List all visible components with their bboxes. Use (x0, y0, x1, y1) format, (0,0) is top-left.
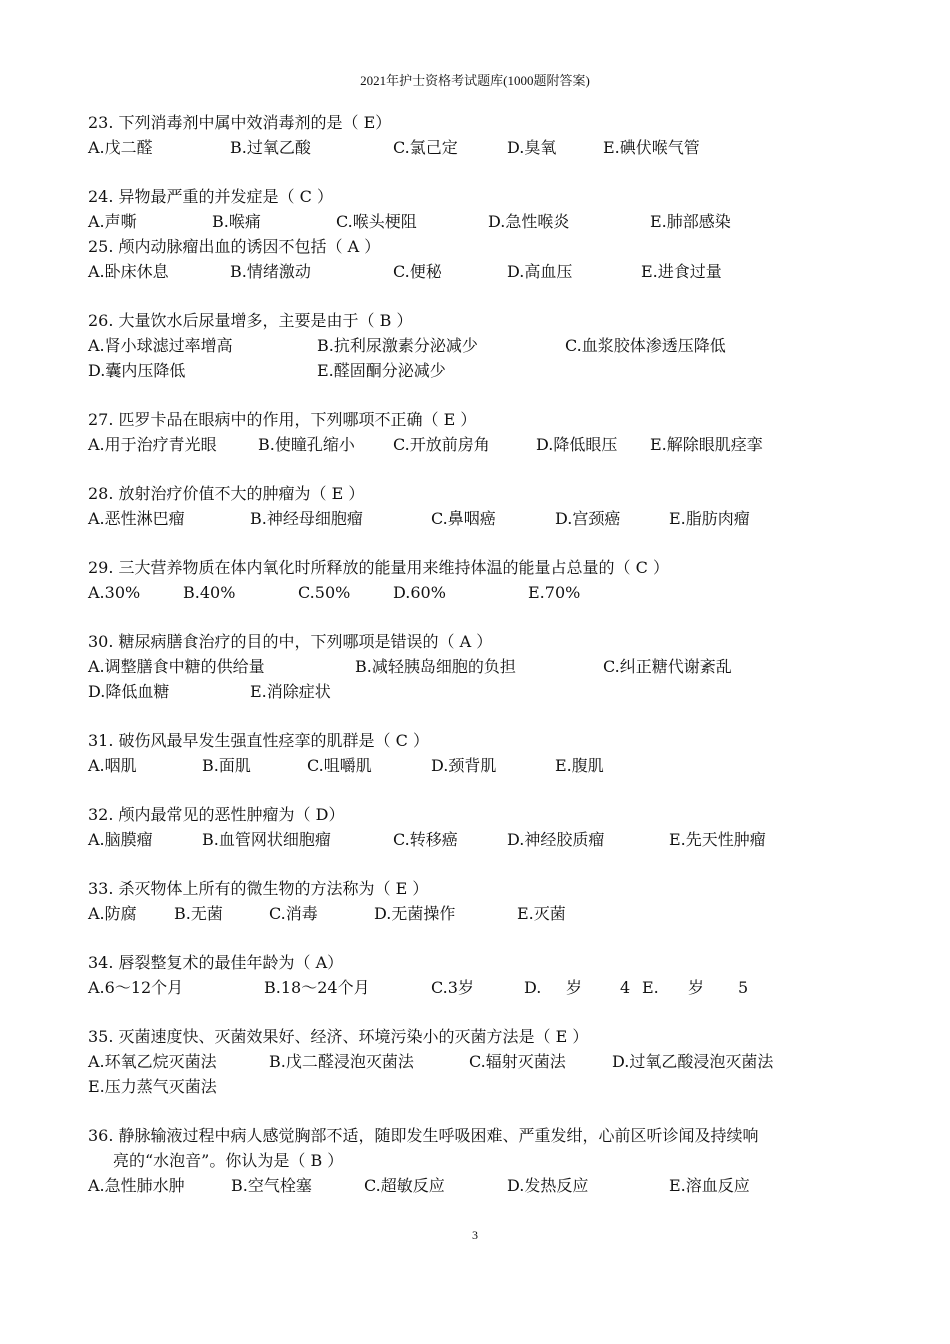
options-row (88, 1049, 888, 1074)
option-a: A.声嘶 (88, 212, 137, 231)
option-e: E.压力蒸气灭菌法 (88, 1077, 217, 1096)
option-d: D.过氧乙酸浸泡灭菌法 (612, 1052, 774, 1071)
question-29 (88, 555, 888, 605)
option-d: D.囊内压降低 (88, 361, 186, 380)
option-d: D.宫颈癌 (555, 509, 621, 528)
option-b: B.面肌 (202, 756, 251, 775)
question-stem: 35. 灭菌速度快、灭菌效果好、经济、环境污染小的灭菌方法是（ E ） (88, 1027, 589, 1046)
option-c: C.50% (298, 583, 351, 602)
option-b: B.无菌 (174, 904, 223, 923)
option-c: C.辐射灭菌法 (469, 1052, 566, 1071)
question-24 (88, 184, 888, 234)
option-b: B.抗利尿激素分泌减少 (317, 336, 478, 355)
option-a: A.恶性淋巴瘤 (88, 509, 185, 528)
options-row (88, 901, 888, 926)
option-e: E.脂肪肉瘤 (669, 509, 750, 528)
question-28 (88, 481, 888, 531)
option-b: B.空气栓塞 (231, 1176, 312, 1195)
option-c: C.转移癌 (393, 830, 458, 849)
question-stem: 33. 杀灭物体上所有的微生物的方法称为（ E ） (88, 879, 429, 898)
question-stem: 29. 三大营养物质在体内氧化时所释放的能量用来维持体温的能量占总量的（ C ） (88, 558, 669, 577)
question-stem: 26. 大量饮水后尿量增多，主要是由于（ B ） (88, 311, 413, 330)
question-26 (88, 308, 888, 383)
page-number: 3 (472, 1228, 478, 1242)
option-d: D.无菌操作 (374, 904, 456, 923)
options-row (88, 333, 888, 358)
option-b: B.18～24个月 (264, 978, 370, 997)
question-stem: 27. 匹罗卡品在眼病中的作用，下列哪项不正确（ E ） (88, 410, 477, 429)
options-row (88, 679, 888, 704)
option-a: A.戊二醛 (88, 138, 153, 157)
option-b: B.戊二醛浸泡灭菌法 (269, 1052, 414, 1071)
options-row (88, 580, 888, 605)
option-b: B.喉痛 (212, 212, 261, 231)
option-a: A.6～12个月 (88, 978, 184, 997)
option-a: A.30% (88, 583, 141, 602)
option-c: C.纠正糖代谢紊乱 (603, 657, 732, 676)
options-row (88, 358, 888, 383)
question-stem-continuation: 亮的“水泡音”。你认为是（ B ） (113, 1151, 344, 1170)
option-a: A.防腐 (88, 904, 137, 923)
option-e: E.醛固酮分泌减少 (317, 361, 446, 380)
option-a: A.环氧乙烷灭菌法 (88, 1052, 217, 1071)
question-stem: 32. 颅内最常见的恶性肿瘤为（ D） (88, 805, 345, 824)
option-e-value: 5 (738, 978, 749, 997)
option-e: E.先天性肿瘤 (669, 830, 766, 849)
option-a: A.卧床休息 (88, 262, 169, 281)
question-23 (88, 110, 888, 160)
options-row (88, 259, 888, 284)
option-e: E.溶血反应 (669, 1176, 750, 1195)
question-stem: 23. 下列消毒剂中属中效消毒剂的是（ E） (88, 113, 392, 132)
options-row (88, 975, 888, 1000)
option-c: C.便秘 (393, 262, 442, 281)
option-c: C.消毒 (269, 904, 318, 923)
option-b: B.40% (183, 583, 236, 602)
option-e: E.进食过量 (641, 262, 722, 281)
option-d: D.臭氧 (507, 138, 557, 157)
question-stem: 34. 唇裂整复术的最佳年龄为（ A） (88, 953, 344, 972)
option-d: D.发热反应 (507, 1176, 589, 1195)
question-30 (88, 629, 888, 704)
question-25 (88, 234, 888, 284)
question-31 (88, 728, 888, 778)
option-d-value: 4 (620, 978, 631, 997)
question-list (88, 110, 888, 1222)
option-a: A.用于治疗青光眼 (88, 435, 217, 454)
question-27 (88, 407, 888, 457)
option-e: E.肺部感染 (650, 212, 731, 231)
option-c: C.氯己定 (393, 138, 458, 157)
option-d: D.降低血糖 (88, 682, 170, 701)
option-e: E.70% (528, 583, 581, 602)
options-row (88, 1074, 888, 1099)
option-c: C.开放前房角 (393, 435, 490, 454)
question-stem: 25. 颅内动脉瘤出血的诱因不包括（ A ） (88, 237, 381, 256)
option-a: A.肾小球滤过率增高 (88, 336, 233, 355)
option-b: B.过氧乙酸 (230, 138, 311, 157)
option-b: B.使瞳孔缩小 (258, 435, 355, 454)
question-34 (88, 950, 888, 1000)
question-36 (88, 1123, 888, 1198)
option-a: A.咽肌 (88, 756, 137, 775)
option-e: E.灭菌 (517, 904, 566, 923)
options-row (88, 654, 888, 679)
option-c: C.超敏反应 (364, 1176, 445, 1195)
option-d: D.60% (393, 583, 446, 602)
option-b: B.血管网状细胞瘤 (202, 830, 331, 849)
question-stem: 30. 糖尿病膳食治疗的目的中，下列哪项是错误的（ A ） (88, 632, 493, 651)
option-e: E.腹肌 (555, 756, 604, 775)
option-c: C.喉头梗阻 (336, 212, 417, 231)
option-e: E.碘伏喉气管 (603, 138, 700, 157)
question-33 (88, 876, 888, 926)
option-c: C.3岁 (431, 978, 474, 997)
question-stem: 28. 放射治疗价值不大的肿瘤为（ E ） (88, 484, 365, 503)
option-e: E.解除眼肌痉挛 (650, 435, 763, 454)
option-d: D.高血压 (507, 262, 573, 281)
option-e-unit: 岁 (688, 978, 705, 997)
question-stem: 31. 破伤风最早发生强直性痉挛的肌群是（ C ） (88, 731, 429, 750)
options-row (88, 432, 888, 457)
options-row (88, 506, 888, 531)
options-row (88, 753, 888, 778)
option-b: B.减轻胰岛细胞的负担 (355, 657, 516, 676)
option-e: E. (642, 978, 659, 997)
option-a: A.脑膜瘤 (88, 830, 153, 849)
options-row (88, 827, 888, 852)
option-b: B.神经母细胞瘤 (250, 509, 363, 528)
option-a: A.急性肺水肿 (88, 1176, 185, 1195)
options-row (88, 209, 888, 234)
option-a: A.调整膳食中糖的供给量 (88, 657, 265, 676)
option-d: D.颈背肌 (431, 756, 497, 775)
question-35 (88, 1024, 888, 1099)
option-d: D.急性喉炎 (488, 212, 570, 231)
option-e: E.消除症状 (250, 682, 331, 701)
question-32 (88, 802, 888, 852)
option-c: C.血浆胶体渗透压降低 (565, 336, 726, 355)
page-header: 2021年护士资格考试题库(1000题附答案) (360, 73, 590, 88)
option-d: D. (524, 978, 542, 997)
option-d: D.神经胶质瘤 (507, 830, 605, 849)
option-c: C.鼻咽癌 (431, 509, 496, 528)
question-stem: 36. 静脉输液过程中病人感觉胸部不适，随即发生呼吸困难、严重发绀，心前区听诊闻及持续响 (88, 1126, 759, 1145)
options-row (88, 1173, 888, 1198)
options-row (88, 135, 888, 160)
option-d: D.降低眼压 (536, 435, 618, 454)
question-stem: 24. 异物最严重的并发症是（ C ） (88, 187, 333, 206)
option-d-unit: 岁 (566, 978, 583, 997)
option-c: C.咀嚼肌 (307, 756, 372, 775)
option-b: B.情绪激动 (230, 262, 311, 281)
